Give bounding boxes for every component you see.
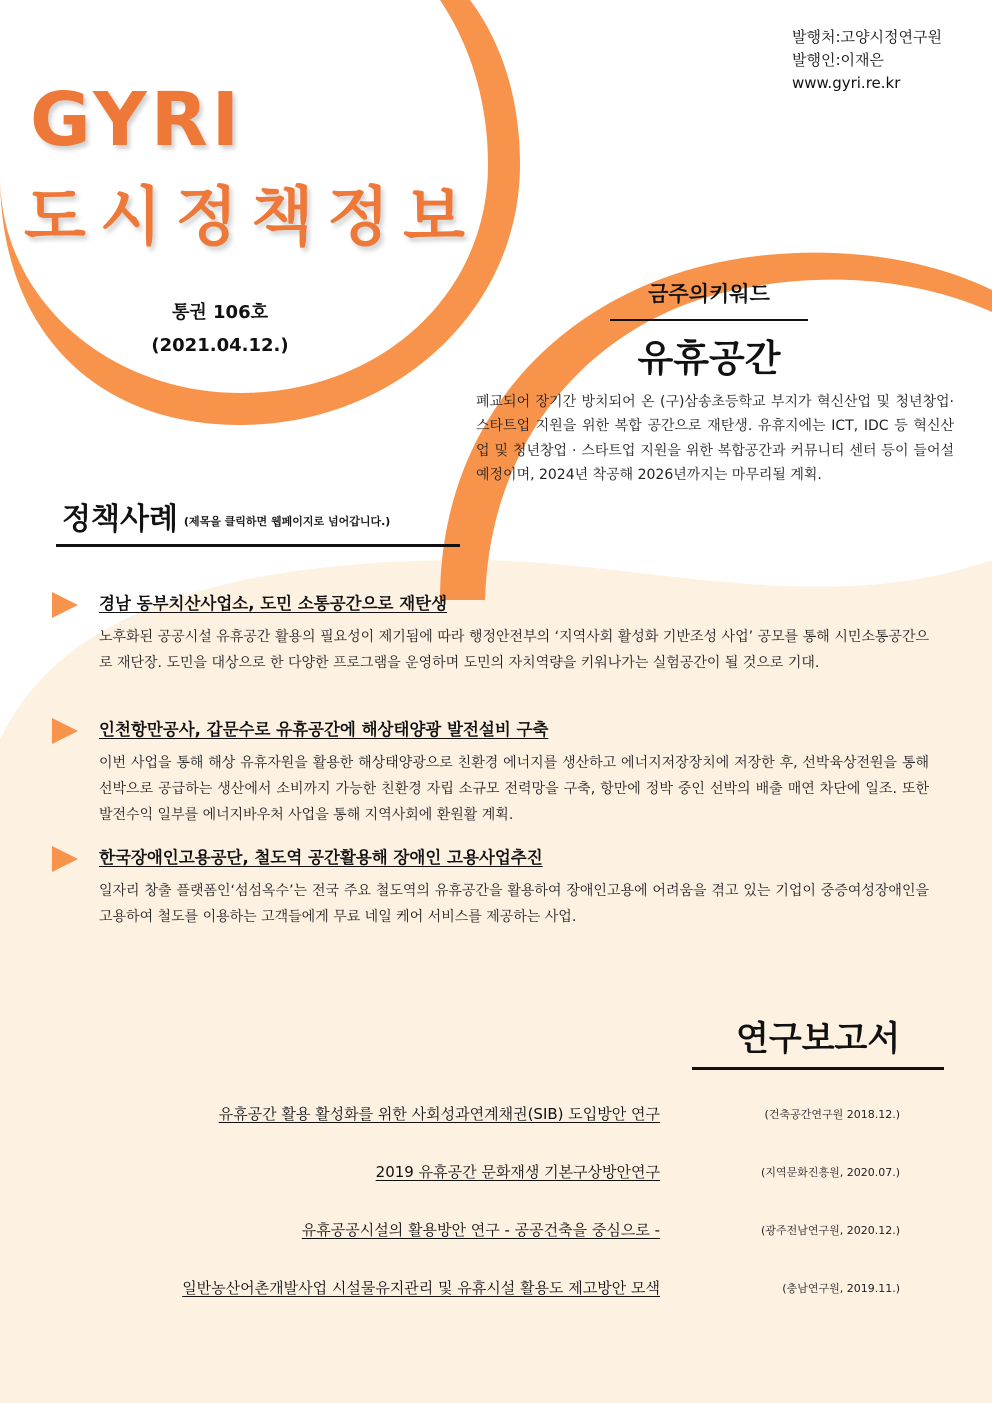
keyword-description: 폐교되어 장기간 방치되어 온 (구)삼송초등학교 부지가 혁신산업 및 청년창업·스타트업 지원을 위한 복합 공간으로 재탄생. 유휴지에는 ICT, IDC 등 혁신산업 및 청년창업 · 스타트업 지원을 위한 복합공간과 커뮤니티 센터 등이 들어설 예정이며, 2024년 착공해 2026년까지는 마무리될 계획.	[476, 394, 954, 484]
report-item	[80, 1101, 940, 1129]
report-title-link[interactable]: 2019 유휴공간 문화재생 기본구상방안연구	[375, 1163, 660, 1181]
publisher-person: 발행인:이재은	[792, 51, 884, 69]
triangle-bullet-icon	[52, 718, 78, 744]
report-item	[80, 1159, 940, 1187]
triangle-bullet-icon	[52, 592, 78, 618]
issue-info	[130, 296, 310, 362]
gyri-logo: GYRI	[30, 77, 244, 163]
report-source: (지역문화진흥원, 2020.07.)	[761, 1166, 900, 1179]
policy-case-body: 일자리 창출 플랫폼인‘섬섬옥수’는 전국 주요 철도역의 유휴공간을 활용하여 장애인고용에 어려움을 겪고 있는 기업이 중증여성장애인을 고용하여 철도를 이용하는 고객들에게 무료 네일 케어 서비스를 제공하는 사업.	[99, 883, 929, 925]
keyword-word: 유휴공간	[637, 337, 781, 380]
triangle-bullet-icon	[52, 846, 78, 872]
publisher-name: 발행처:고양시정연구원	[792, 28, 942, 46]
keyword-divider	[610, 319, 808, 321]
report-title-link[interactable]: 일반농산어촌개발사업 시설물유지관리 및 유휴시설 활용도 제고방안 모색	[182, 1279, 660, 1297]
policy-heading-divider	[56, 544, 460, 547]
policy-case-title-link[interactable]: 한국장애인고용공단, 철도역 공간활용해 장애인 고용사업추진	[99, 848, 543, 867]
report-source: (건축공간연구원 2018.12.)	[764, 1108, 900, 1121]
policy-case-body: 이번 사업을 통해 해상 유휴자원을 활용한 해상태양광으로 친환경 에너지를 생산하고 에너지저장장치에 저장한 후, 선박육상전원을 통해 선박으로 공급하는 생산에서 소비까지 가능한 친환경 자립 소규모 전력망을 구축, 항만에 정박 중인 선박의 배출 매연 차단에 일조. 또한 발전수익 일부를 에너지바우처 사업을 통해 지역사회에 환원활 계획.	[99, 755, 929, 823]
report-title-link[interactable]: 유휴공간 활용 활성화를 위한 사회성과연계채권(SIB) 도입방안 연구	[218, 1105, 660, 1123]
report-item	[80, 1217, 940, 1245]
keyword-heading: 금주의키워드	[648, 282, 770, 306]
report-source: (광주전남연구원, 2020.12.)	[761, 1224, 900, 1237]
report-source: (충남연구원, 2019.11.)	[782, 1282, 900, 1295]
issue-date: (2021.04.12.)	[151, 335, 289, 356]
policy-heading-note: (제목을 클릭하면 웹페이지로 넘어갑니다.)	[183, 515, 391, 528]
reports-heading: 연구보고서	[736, 1019, 901, 1059]
policy-heading-text: 정책사례	[62, 502, 178, 537]
publisher-info	[792, 26, 942, 95]
policy-case-title-link[interactable]: 경남 동부치산사업소, 도민 소통공간으로 재탄생	[99, 594, 448, 613]
newsletter-title: 도시정책정보	[24, 181, 479, 255]
publisher-url[interactable]: www.gyri.re.kr	[792, 74, 901, 92]
report-item	[80, 1275, 940, 1303]
issue-number: 통권 106호	[171, 302, 268, 323]
policy-case-title-link[interactable]: 인천항만공사, 갑문수로 유휴공간에 해상태양광 발전설비 구축	[99, 720, 549, 739]
report-title-link[interactable]: 유휴공공시설의 활용방안 연구 - 공공건축을 중심으로 -	[301, 1221, 660, 1239]
policy-section-heading	[62, 500, 390, 542]
policy-case-body: 노후화된 공공시설 유휴공간 활용의 필요성이 제기됨에 따라 행정안전부의 ‘지역사회 활성화 기반조성 사업’ 공모를 통해 시민소통공간으로 재단장. 도민을 대상으로 한 다양한 프로그램을 운영하며 도민의 자치역량을 키워나가는 실험공간이 될 것으로 기대.	[99, 629, 929, 671]
reports-heading-divider	[692, 1067, 944, 1070]
